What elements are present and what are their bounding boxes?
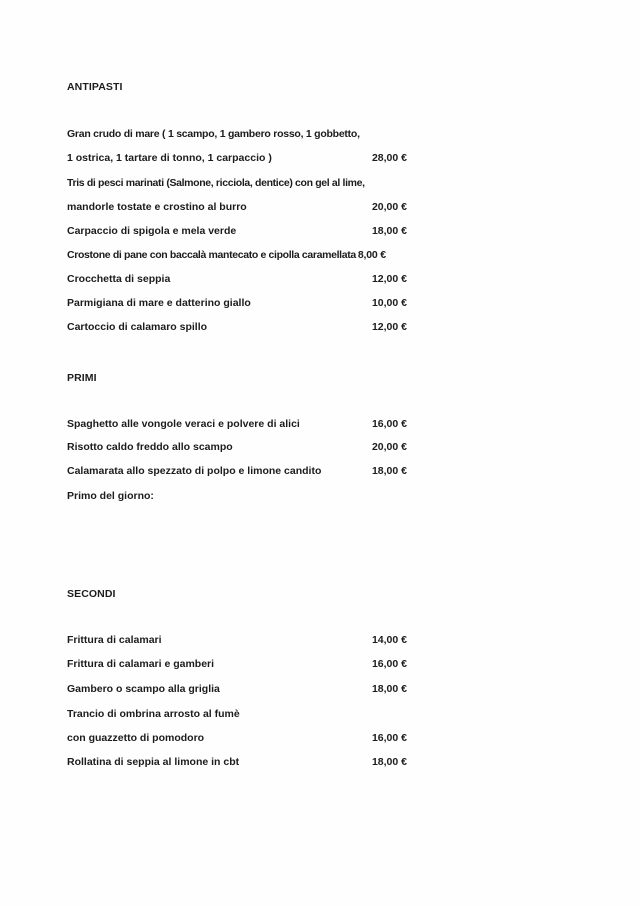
item-name: Gambero o scampo alla griglia bbox=[67, 683, 220, 695]
menu-item bbox=[67, 249, 407, 263]
section-title-secondi: SECONDI bbox=[67, 588, 116, 600]
item-name: Tris di pesci marinati (Salmone, ricciola, dentice) con gel al lime, bbox=[67, 177, 365, 189]
section-title-antipasti: ANTIPASTI bbox=[67, 81, 123, 93]
menu-item bbox=[67, 418, 407, 432]
section-title-primi: PRIMI bbox=[67, 372, 97, 384]
item-name: Carpaccio di spigola e mela verde bbox=[67, 225, 237, 237]
menu-item bbox=[67, 658, 407, 672]
item-name: Cartoccio di calamaro spillo bbox=[67, 321, 208, 333]
item-name: Risotto caldo freddo allo scampo bbox=[67, 441, 233, 453]
item-name: Crostone di pane con baccalà mantecato e cipolla caramellata bbox=[67, 249, 356, 261]
menu-item bbox=[67, 441, 407, 455]
item-price: 16,00 € bbox=[371, 658, 407, 670]
item-name: mandorle tostate e crostino al burro bbox=[67, 201, 247, 213]
item-name: Trancio di ombrina arrosto al fumè bbox=[67, 708, 240, 720]
menu-item bbox=[67, 732, 407, 746]
item-price: 16,00 € bbox=[371, 418, 407, 430]
menu-item bbox=[67, 465, 407, 479]
item-price: 12,00 € bbox=[371, 273, 407, 285]
item-price: 14,00 € bbox=[371, 634, 407, 646]
item-price: 18,00 € bbox=[371, 465, 407, 477]
item-price: 18,00 € bbox=[371, 683, 407, 695]
menu-item bbox=[67, 152, 407, 166]
item-name: Rollatina di seppia al limone in cbt bbox=[67, 756, 240, 768]
menu-item bbox=[67, 297, 407, 311]
item-name: Spaghetto alle vongole veraci e polvere di alici bbox=[67, 418, 300, 430]
item-price: 18,00 € bbox=[371, 756, 407, 768]
item-price: 18,00 € bbox=[371, 225, 407, 237]
menu-item bbox=[67, 321, 407, 335]
menu-item-line bbox=[67, 177, 407, 191]
menu-item bbox=[67, 756, 407, 770]
menu-item bbox=[67, 201, 407, 215]
menu-item bbox=[67, 683, 407, 697]
item-name: Primo del giorno: bbox=[67, 490, 154, 502]
item-name: con guazzetto di pomodoro bbox=[67, 732, 205, 744]
item-name: Parmigiana di mare e datterino giallo bbox=[67, 297, 251, 309]
item-name: Frittura di calamari e gamberi bbox=[67, 658, 215, 670]
item-name: 1 ostrica, 1 tartare di tonno, 1 carpaccio ) bbox=[67, 152, 272, 164]
menu-item bbox=[67, 273, 407, 287]
item-price: 16,00 € bbox=[371, 732, 407, 744]
item-name: Calamarata allo spezzato di polpo e limone candito bbox=[67, 465, 322, 477]
menu-item-line bbox=[67, 128, 407, 142]
item-name: Gran crudo di mare ( 1 scampo, 1 gambero rosso, 1 gobbetto, bbox=[67, 128, 360, 140]
item-price: 28,00 € bbox=[371, 152, 407, 164]
item-price: 12,00 € bbox=[371, 321, 407, 333]
item-name: Crocchetta di seppia bbox=[67, 273, 171, 285]
item-name: Frittura di calamari bbox=[67, 634, 162, 646]
menu-item bbox=[67, 225, 407, 239]
menu-item bbox=[67, 490, 407, 504]
menu-item-line bbox=[67, 708, 407, 722]
item-price: 20,00 € bbox=[371, 201, 407, 213]
item-price: 20,00 € bbox=[371, 441, 407, 453]
item-price: 8,00 € bbox=[357, 249, 386, 261]
menu-item bbox=[67, 634, 407, 648]
item-price: 10,00 € bbox=[371, 297, 407, 309]
